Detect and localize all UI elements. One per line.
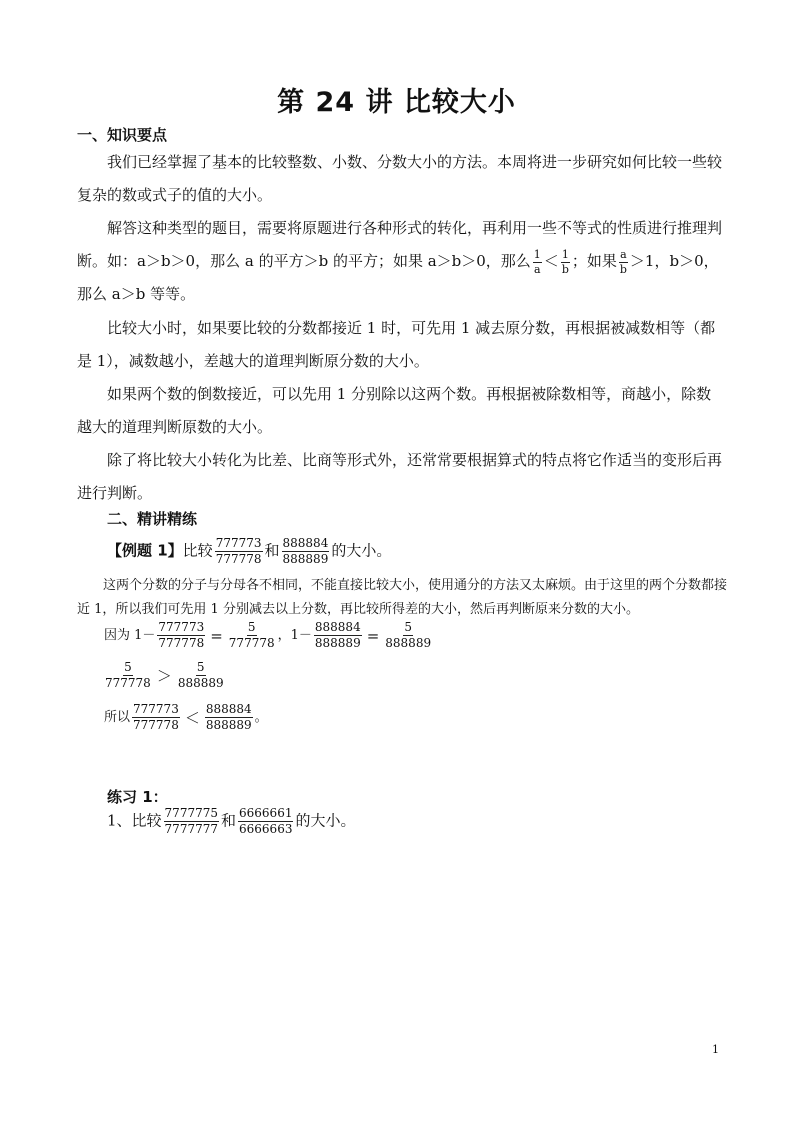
paragraph-1-text: 我们已经掌握了基本的比较整数、小数、分数大小的方法。本周将进一步研究如何比较一些较复杂的数或式子的值的大小。 — [77, 153, 723, 204]
paragraph-4 — [77, 378, 723, 444]
section-heading-knowledge: 一、知识要点 — [77, 126, 168, 144]
paragraph-2 — [77, 212, 723, 311]
paragraph-2-text-c: ＞1，b＞0，那么 a＞b 等等。 — [77, 252, 719, 303]
section-heading-practice: 二、精讲精练 — [107, 510, 198, 528]
page-title: 第 24 讲 比较大小 — [277, 87, 516, 118]
paragraph-3 — [77, 312, 723, 378]
fraction-step3-a: $\frac{777773}{777778}$ — [133, 702, 179, 732]
fraction-step3-b: $\frac{888884}{888889}$ — [205, 702, 252, 732]
fraction-6666661-6666663: $\frac{6666661}{6666663}$ — [239, 806, 293, 836]
fraction-888884-888889: $\frac{888884}{888889}$ — [282, 536, 329, 566]
fraction-777773-777778: $\frac{777773}{777778}$ — [215, 536, 262, 566]
fraction-step1-c: $\frac{888884}{888889}$ — [314, 620, 361, 650]
example-1-label: 【例题 1】 — [107, 541, 183, 560]
paragraph-4-text: 如果两个数的倒数接近，可以先用 1 分别除以这两个数。再根据被除数相等，商越小，除数越大的道理判断原数的大小。 — [77, 385, 712, 436]
fraction-step1-b: $\frac{5}{777778}$ — [228, 620, 275, 650]
example-1-conclusion: 所以 $\frac{777773}{777778}$ ＜ $\frac{888884}{888889}$ 。 — [104, 702, 268, 732]
paragraph-1 — [77, 146, 723, 212]
practice-1-question: 1、比较 $\frac{7777775}{7777777}$ 和 $\frac{6666661}{6666663}$ 的大小。 — [107, 806, 356, 836]
paragraph-3-text: 比较大小时，如果要比较的分数都接近 1 时，可先用 1 减去原分数，再根据被减数相等（都是 1），减数越小，差越大的道理判断原分数的大小。 — [77, 319, 716, 370]
example-1-statement: 【例题 1】比较 $\frac{777773}{777778}$ 和 $\frac{888884}{888889}$ 的大小。 — [107, 536, 392, 566]
page-number: 1 — [712, 1043, 719, 1056]
paragraph-5 — [77, 444, 723, 510]
fraction-1-over-b: $\frac{1}{b}$ — [561, 247, 569, 276]
fraction-step1-d: $\frac{5}{888889}$ — [385, 620, 432, 650]
paragraph-2-text-a: 解答这种类型的题目，需要将原题进行各种形式的转化，再利用一些不等式的性质进行推理判断。如：a＞b＞0，那么 a 的平方＞b 的平方；如果 a＞b＞0，那么 — [77, 219, 723, 270]
less-than-sign: ＜ — [543, 252, 559, 270]
fraction-1-over-a: $\frac{1}{a}$ — [533, 247, 541, 276]
example-1-explanation: 这两个分数的分子与分母各不相同，不能直接比较大小，使用通分的方法又太麻烦。由于这里的两个分数都接近 1，所以我们可先用 1 分别减去以上分数，再比较所得差的大小，然后再判断原来分数的大小。 — [77, 578, 728, 617]
example-1-step-2: $\frac{5}{777778}$ ＞ $\frac{5}{888889}$ — [105, 660, 224, 690]
paragraph-5-text: 除了将比较大小转化为比差、比商等形式外，还常常要根据算式的特点将它作适当的变形后再进行判断。 — [77, 451, 723, 502]
paragraph-2-text-b: ；如果 — [571, 252, 617, 270]
fraction-7777775-7777777: $\frac{7777775}{7777777}$ — [164, 806, 218, 836]
fraction-step2-b: $\frac{5}{888889}$ — [177, 660, 224, 690]
fraction-a-over-b: $\frac{a}{b}$ — [619, 247, 627, 276]
fraction-step1-a: $\frac{777773}{777778}$ — [158, 620, 205, 650]
practice-1-label: 练习 1： — [107, 788, 168, 806]
fraction-step2-a: $\frac{5}{777778}$ — [105, 660, 151, 690]
example-1-step-1: 因为 1－ $\frac{777773}{777778}$ = $\frac{5}{777778}$ ，1－ $\frac{888884}{888889}$ = $\frac{5}{888889}$ — [104, 620, 432, 650]
